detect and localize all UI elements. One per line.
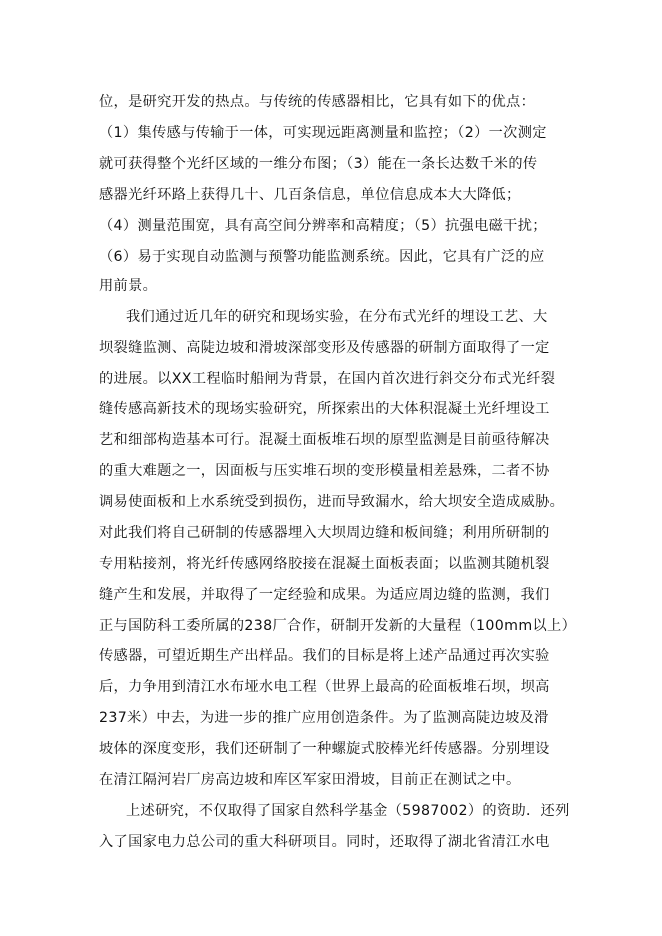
text-line: 就可获得整个光纤区域的一维分布图；（3）能在一条长达数千米的传: [99, 156, 538, 172]
text-line: 调易使面板和上水系统受到损伤，进而导致漏水，给大坝安全造成威胁。: [99, 494, 565, 510]
text-line: （6）易于实现自动监测与预警功能监测系统。因此，它具有广泛的应: [99, 249, 545, 265]
text-line: 专用粘接剂，将光纤传感网络胶接在混凝土面板表面；以监测其随机裂: [99, 556, 550, 572]
text-line: 正与国防科工委所属的238厂合作，研制开发新的大量程（100mm以上）: [99, 618, 577, 634]
text-line: 位，是研究开发的热点。与传统的传感器相比，它具有如下的优点：: [99, 94, 536, 110]
text-line: 缝产生和发展，并取得了一定经验和成果。为适应周边缝的监测，我们: [99, 587, 550, 603]
text-line: 入了国家电力总公司的重大科研项目。同时，还取得了湖北省清江水电: [99, 834, 550, 850]
text-line: 在清江隔河岩厂房高边坡和库区军家田滑坡，目前正在测试之中。: [99, 772, 521, 788]
text-line: 的重大难题之一，因面板与压实堆石坝的变形模量相差悬殊，二者不协: [99, 463, 550, 479]
text-line: （1）集传感与传输于一体，可实现远距离测量和监控；（2）一次测定: [99, 125, 547, 141]
text-line: （4）测量范围宽，具有高空间分辨率和高精度；（5）抗强电磁干扰；: [99, 218, 547, 234]
text-line: 237米）中去，为进一步的推广应用创造条件。为了监测高陡边坡及滑: [99, 710, 549, 726]
paragraph-first-line: 上述研究，不仅取得了国家自然科学基金（5987002）的资助．还列: [126, 803, 570, 819]
text-line: 后，力争用到清江水布垭水电工程（世界上最高的砼面板堆石坝，坝高: [99, 679, 550, 695]
text-line: 坝裂缝监测、高陡边坡和滑坡深部变形及传感器的研制方面取得了一定: [99, 340, 550, 356]
text-line: 感器光纤环路上获得几十、几百条信息，单位信息成本大大降低；: [99, 187, 521, 203]
text-line: 对此我们将自己研制的传感器埋入大坝周边缝和板间缝；利用所研制的: [99, 525, 550, 541]
text-line: 艺和细部构造基本可行。混凝土面板堆石坝的原型监测是目前亟待解决: [99, 432, 550, 448]
text-line: 用前景。: [99, 278, 158, 294]
text-line: 传感器，可望近期生产出样品。我们的目标是将上述产品通过再次实验: [99, 648, 550, 664]
paragraph-first-line: 我们通过近几年的研究和现场实验，在分布式光纤的埋设工艺、大: [126, 309, 548, 325]
text-line: 坡体的深度变形，我们还研制了一种螺旋式胶棒光纤传感器。分别埋设: [99, 741, 550, 757]
text-line: 缝传感高新技术的现场实验研究，所探索出的大体积混凝土光纤埋设工: [99, 401, 550, 417]
text-line: 的进展。以XX工程临时船闸为背景，在国内首次进行斜交分布式光纤裂: [99, 371, 556, 387]
